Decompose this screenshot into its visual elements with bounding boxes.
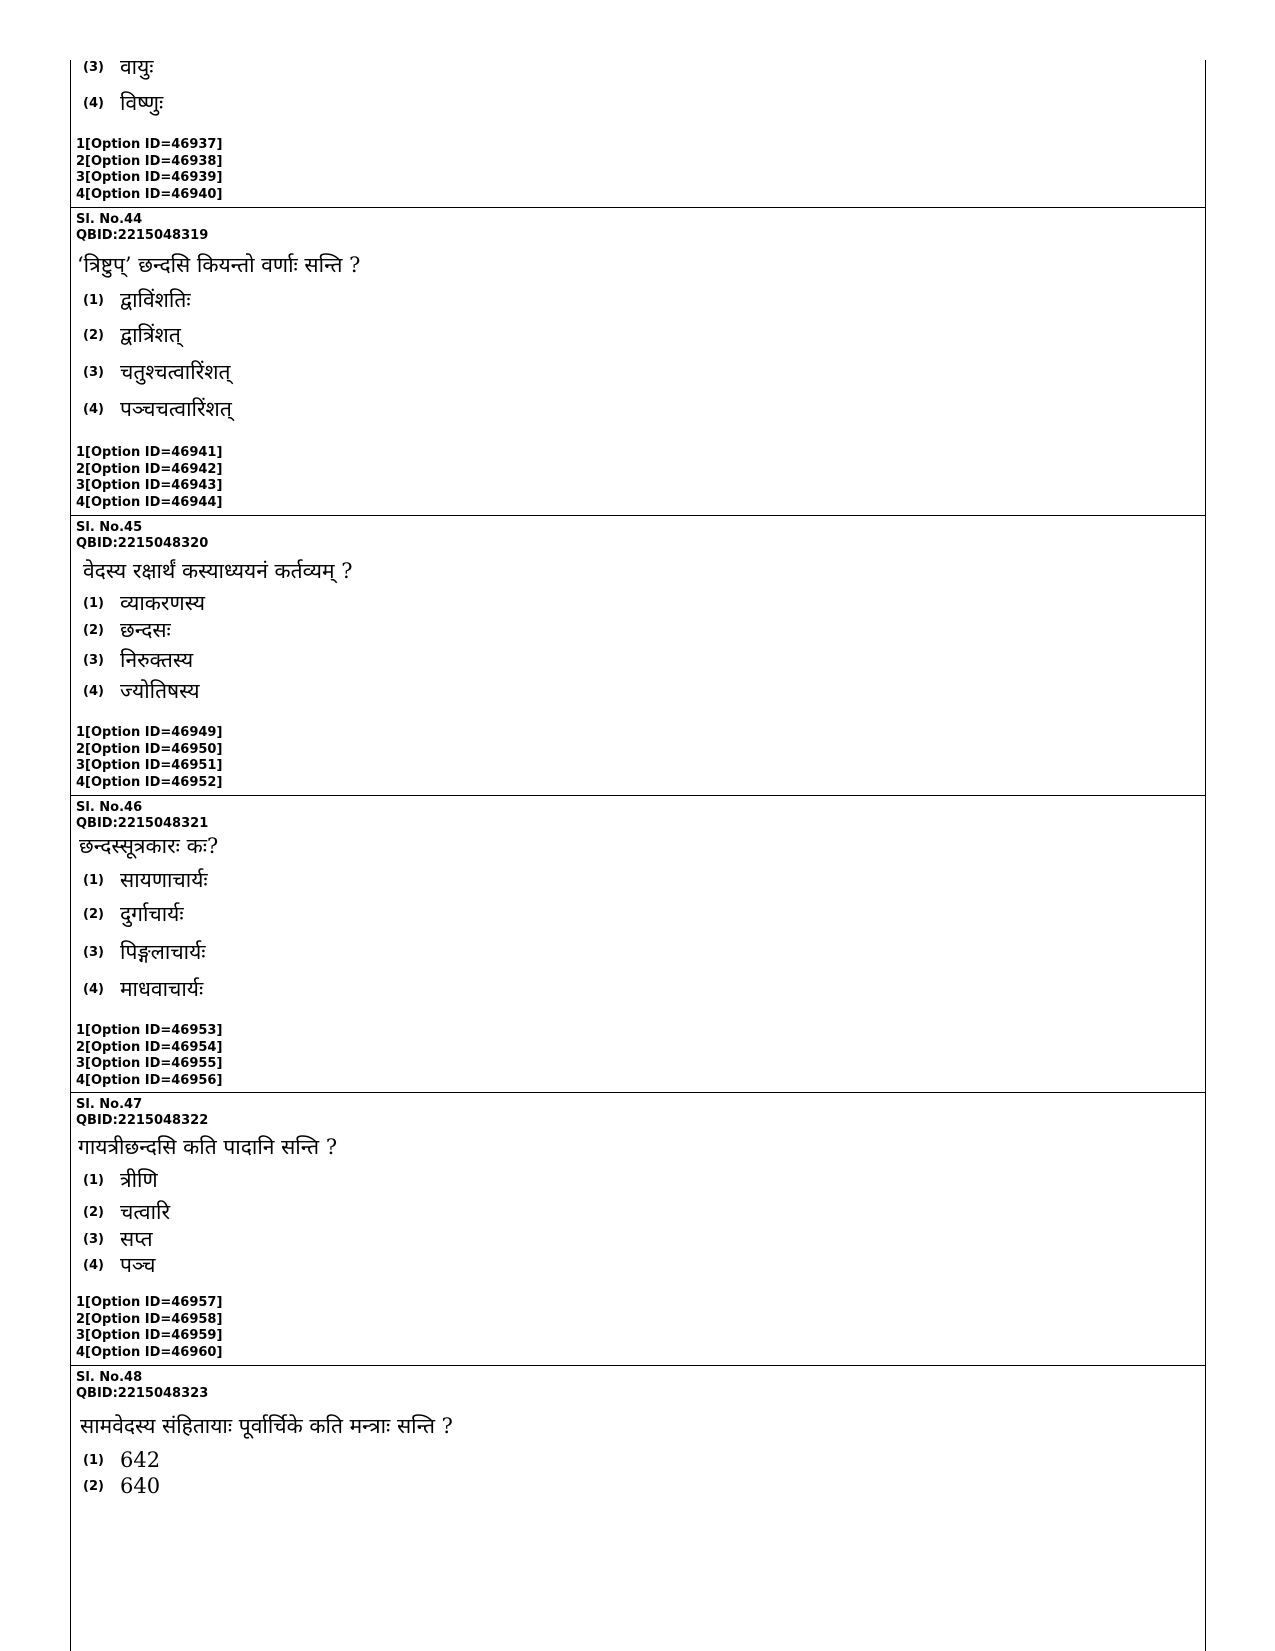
- option-number: (4): [83, 1257, 104, 1273]
- option-number: (4): [83, 981, 104, 997]
- question-text: छन्दस्सूत्रकारः कः?: [79, 834, 219, 858]
- serial-number: Sl. No.44: [76, 212, 143, 227]
- option-number: (2): [83, 622, 104, 638]
- option-row: [83, 357, 231, 387]
- option-number: (3): [83, 59, 104, 75]
- question-block-47: [71, 1092, 1205, 1366]
- option-number: (3): [83, 1231, 104, 1247]
- option-text: ज्योतिषस्य: [120, 679, 200, 703]
- option-text: द्वात्रिंशत्: [120, 323, 181, 347]
- option-number: (2): [83, 1204, 104, 1220]
- option-id: 3[Option ID=46939]: [76, 170, 223, 185]
- option-number: (3): [83, 944, 104, 960]
- option-text: पिङ्गलाचार्यः: [120, 940, 206, 964]
- option-text: दुर्गाचार्यः: [120, 902, 184, 926]
- question-block-44: [71, 207, 1205, 516]
- option-id: 4[Option ID=46956]: [76, 1072, 223, 1088]
- option-number: (3): [83, 652, 104, 668]
- question-text: ‘त्रिष्टुप्’ छन्दसि कियन्तो वर्णाः सन्ति ?: [77, 253, 361, 277]
- option-text: सायणाचार्यः: [120, 868, 208, 892]
- option-text: विष्णुः: [120, 91, 164, 115]
- option-row: [83, 899, 184, 929]
- option-number: (2): [83, 327, 104, 343]
- option-text: निरुक्तस्य: [120, 648, 194, 672]
- option-id-list: [76, 1295, 222, 1361]
- option-text: सप्त: [120, 1227, 153, 1251]
- option-number: (1): [83, 1452, 104, 1468]
- question-block-45: [71, 515, 1205, 796]
- option-row: [83, 320, 181, 350]
- option-number: (1): [83, 1172, 104, 1188]
- option-id: 2[Option ID=46958]: [76, 1311, 223, 1327]
- option-text: चतुश्चत्वारिंशत्: [120, 360, 231, 384]
- option-number: (3): [83, 364, 104, 380]
- option-id: 2[Option ID=46942]: [76, 461, 223, 477]
- option-row: [83, 1197, 170, 1227]
- option-id-list: [76, 137, 222, 203]
- option-id: 3[Option ID=46959]: [76, 1328, 223, 1343]
- option-row: [83, 865, 208, 895]
- option-number: (4): [83, 683, 104, 699]
- option-text: 640: [120, 1474, 161, 1498]
- option-row: [83, 1471, 160, 1501]
- option-number: (4): [83, 401, 104, 417]
- option-row: [83, 974, 203, 1004]
- question-bank-id: QBID:2215048323: [76, 1386, 209, 1401]
- serial-number: Sl. No.46: [76, 800, 143, 815]
- option-row: [83, 394, 232, 424]
- option-id: 2[Option ID=46950]: [76, 741, 223, 757]
- question-block-46: [71, 795, 1205, 1093]
- option-number: (2): [83, 906, 104, 922]
- question-text: सामवेदस्य संहितायाः पूर्वार्चिके कति मन्त्राः सन्ति ?: [80, 1414, 453, 1438]
- option-id: 1[Option ID=46957]: [76, 1295, 223, 1310]
- question-bank-id: QBID:2215048319: [76, 228, 209, 243]
- option-row: [83, 52, 154, 82]
- option-number: (1): [83, 595, 104, 611]
- option-text: छन्दसः: [120, 618, 171, 642]
- option-row: [83, 676, 200, 706]
- option-id: 1[Option ID=46953]: [76, 1023, 223, 1038]
- option-text: त्रीणि: [120, 1168, 158, 1192]
- option-id: 1[Option ID=46937]: [76, 137, 223, 152]
- option-id: 3[Option ID=46955]: [76, 1056, 223, 1071]
- option-number: (4): [83, 95, 104, 111]
- option-row: [83, 1250, 156, 1280]
- option-id-list: [76, 725, 222, 791]
- question-paper-frame: [70, 55, 1206, 1651]
- option-row: [83, 615, 171, 645]
- option-text: व्याकरणस्य: [120, 591, 206, 615]
- option-text: पञ्च: [120, 1253, 156, 1277]
- question-text: वेदस्य रक्षार्थं कस्याध्ययनं कर्तव्यम् ?: [83, 559, 353, 583]
- serial-number: Sl. No.47: [76, 1097, 143, 1112]
- option-text: माधवाचार्यः: [120, 977, 204, 1001]
- question-bank-id: QBID:2215048322: [76, 1113, 209, 1128]
- option-row: [83, 88, 163, 118]
- option-number: (1): [83, 292, 104, 308]
- serial-number: Sl. No.48: [76, 1370, 143, 1385]
- question-block-48: [71, 1365, 1205, 1651]
- serial-number: Sl. No.45: [76, 520, 143, 535]
- option-id: 2[Option ID=46954]: [76, 1039, 223, 1055]
- option-text: पञ्चचत्वारिंशत्: [120, 397, 232, 421]
- option-text: 642: [120, 1448, 161, 1472]
- question-bank-id: QBID:2215048321: [76, 816, 209, 831]
- option-row: [83, 645, 193, 675]
- option-id: 3[Option ID=46951]: [76, 758, 223, 773]
- option-id: 4[Option ID=46952]: [76, 774, 223, 790]
- option-row: [83, 1165, 158, 1195]
- option-id: 3[Option ID=46943]: [76, 478, 223, 493]
- option-id: 4[Option ID=46944]: [76, 494, 223, 510]
- option-id: 4[Option ID=46940]: [76, 186, 223, 202]
- option-id: 4[Option ID=46960]: [76, 1344, 223, 1360]
- option-id: 1[Option ID=46941]: [76, 445, 223, 460]
- option-text: चत्वारि: [120, 1200, 171, 1224]
- question-text: गायत्रीछन्दसि कति पादानि सन्ति ?: [78, 1135, 338, 1159]
- option-text: वायुः: [120, 55, 154, 79]
- option-id: 1[Option ID=46949]: [76, 725, 223, 740]
- option-id: 2[Option ID=46938]: [76, 153, 223, 169]
- option-row: [83, 937, 206, 967]
- option-id-list: [76, 1023, 222, 1089]
- option-id-list: [76, 445, 222, 511]
- option-text: द्वाविंशतिः: [120, 288, 191, 312]
- question-block-carryover: [71, 55, 1205, 208]
- option-number: (1): [83, 872, 104, 888]
- option-number: (2): [83, 1478, 104, 1494]
- question-bank-id: QBID:2215048320: [76, 536, 209, 551]
- option-row: [83, 285, 191, 315]
- option-row: [83, 588, 205, 618]
